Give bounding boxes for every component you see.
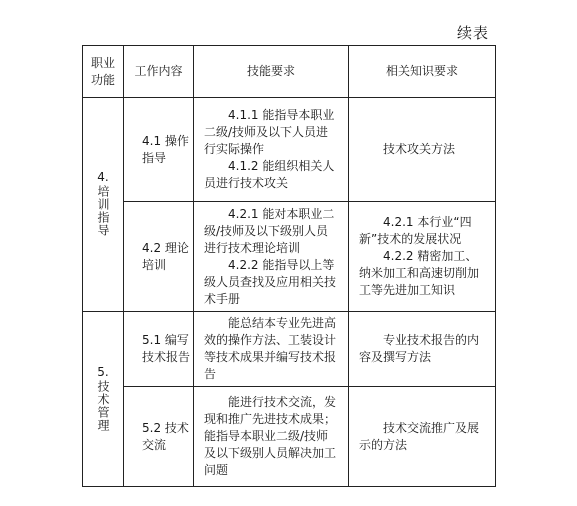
- table-row: [83, 312, 496, 387]
- work-cell: 5.2 技术交流: [124, 387, 194, 487]
- skill-item: 4.2.2 能指导以上等级人员查找及应用相关技术手册: [204, 257, 337, 306]
- header-skill: 技能要求: [194, 46, 349, 98]
- function-cell-training: [83, 98, 124, 312]
- table-header-row: [83, 46, 496, 98]
- table-row: [83, 202, 496, 312]
- knowledge-item: 4.2.1 本行业“四新”技术的发展状况: [359, 215, 472, 246]
- function-name: 培训指导: [96, 185, 110, 237]
- skill-cell: [194, 202, 349, 312]
- knowledge-item: 技术攻关方法: [383, 142, 456, 156]
- skill-cell: [194, 312, 349, 387]
- header-function-line1: 职业: [90, 55, 115, 70]
- skill-item: 能总结本专业先进高效的操作方法、工装设计等技术成果并编写技术报告: [204, 316, 337, 381]
- skill-cell: [194, 98, 349, 202]
- skill-requirements-table: [82, 45, 496, 487]
- skill-item: 能进行技术交流，发现和推广先进技术成果；能指导本职业二级/技师及以下级别人员解决加工问题: [204, 395, 337, 477]
- knowledge-item: 4.2.2 精密加工、纳米加工和高速切削加工等先进加工知识: [359, 249, 480, 297]
- skill-cell: [194, 387, 349, 487]
- knowledge-cell: [349, 387, 496, 487]
- knowledge-cell: [349, 98, 496, 202]
- knowledge-item: 专业技术报告的内容及撰写方法: [359, 333, 480, 364]
- knowledge-cell: [349, 312, 496, 387]
- function-cell-management: [83, 312, 124, 487]
- function-number: 4.: [97, 170, 109, 184]
- header-work: 工作内容: [124, 46, 194, 98]
- skill-item: 4.1.2 能组织相关人员进行技术攻关: [204, 159, 335, 190]
- work-cell: 4.2 理论培训: [124, 202, 194, 312]
- header-knowledge: 相关知识要求: [349, 46, 496, 98]
- function-number: 5.: [97, 364, 109, 379]
- header-function-line2: 功能: [90, 72, 115, 87]
- work-cell: 5.1 编写技术报告: [124, 312, 194, 387]
- header-function: [83, 46, 124, 98]
- knowledge-item: 技术交流推广及展示的方法: [359, 420, 480, 452]
- skill-item: 4.2.1 能对本职业二级/技师及以下级别人员进行技术理论培训: [204, 206, 335, 255]
- knowledge-cell: [349, 202, 496, 312]
- continued-table-label: 续表: [457, 24, 490, 42]
- function-name: 技术管理: [96, 379, 110, 432]
- table-row: [83, 98, 496, 202]
- table-row: [83, 387, 496, 487]
- skill-item: 4.1.1 能指导本职业二级/技师及以下人员进行实际操作: [204, 108, 335, 156]
- work-cell: 4.1 操作指导: [124, 98, 194, 202]
